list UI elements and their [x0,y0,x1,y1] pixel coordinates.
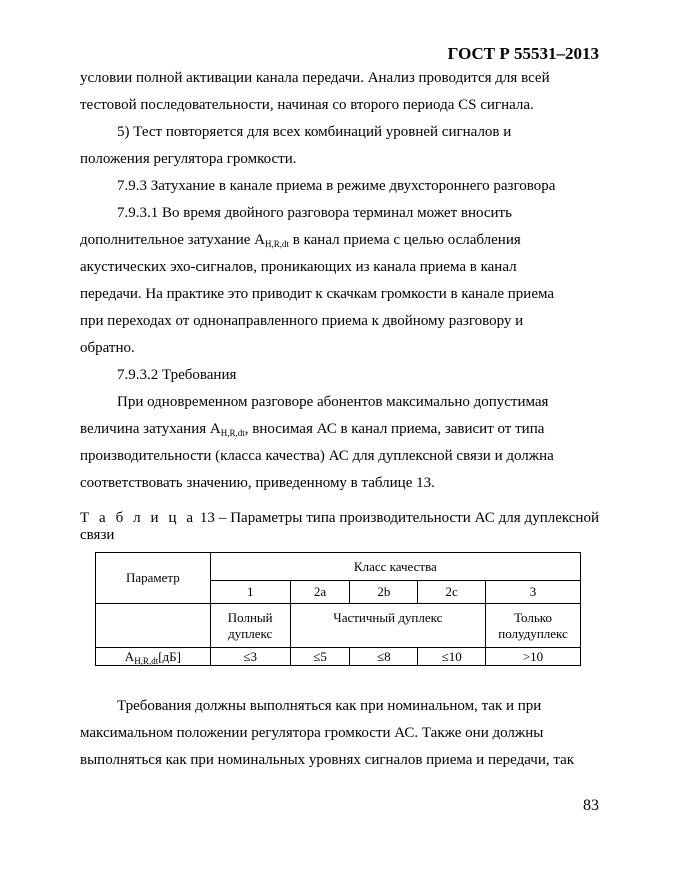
cell-line: Только [514,609,552,625]
class-cell: 1 [210,581,290,604]
param-unit: [дБ] [158,648,181,664]
text-line: выполняться как при номинальных уровнях сигналов приема и передачи, так [80,752,575,768]
document-header: ГОСТ Р 55531–2013 [447,44,599,63]
text-line: соответствовать значению, приведенному в таблице 13. [80,475,435,491]
subscript: H,R,dt [220,428,245,438]
class-cell: 2c [418,581,486,604]
text-line: положения регулятора громкости. [80,151,297,167]
value-cell: ≤10 [418,648,486,666]
text-top [80,65,599,497]
empty-cell [96,604,211,648]
caption-label: Т а б л и ц а [80,510,197,526]
text-line: условии полной активации канала передачи. Анализ проводится для всей [80,70,550,86]
text-fragment: , вносимая АС в канал приема, зависит от типа [244,421,545,437]
text-line: передачи. На практике это приводит к скачкам громкости в канале приема [80,286,555,302]
cell-line: дуплекс [228,625,273,641]
value-cell: ≤5 [290,648,350,666]
text-line [80,227,599,254]
value-cell: >10 [486,648,581,666]
text-line [80,416,599,443]
text-line: при переходах от однонаправленного приема к двойному разговору и [80,313,524,329]
text-line: тестовой последовательности, начиная со второго периода CS сигнала. [80,97,534,113]
text-fragment: величина затухания A [80,421,221,437]
value-cell: ≤3 [210,648,290,666]
text-line: обратно. [80,340,135,356]
text-line: 7.9.3.1 Во время двойного разговора терминал может вносить [117,205,512,221]
text-line: акустических эхо-сигналов, проникающих из канала приема в канал [80,259,517,275]
cell-line: Полный [227,609,273,625]
duplex-full-cell [210,604,290,648]
class-cell: 2a [290,581,350,604]
param-symbol: A [124,648,135,664]
cell-line: полудуплекс [498,625,568,641]
text-fragment: дополнительное затухание A [80,232,265,248]
page-number: 83 [583,797,599,814]
param-cell [96,648,211,666]
section-heading-7-9-3: 7.9.3 Затухание в канале приема в режиме двухстороннего разговора [117,178,556,194]
param-subscript: H,R,dt [134,655,159,666]
section-heading-7-9-3-2: 7.9.3.2 Требования [117,367,237,383]
duplex-partial-cell: Частичный дуплекс [290,604,485,648]
table-caption [80,510,599,544]
text-line: максимальном положении регулятора громкости АС. Также они должны [80,725,544,741]
duplex-half-cell [486,604,581,648]
param-header-cell: Параметр [96,553,211,604]
table-row [96,604,581,648]
parameters-table [95,552,581,666]
text-line: 5) Тест повторяется для всех комбинаций уровней сигналов и [117,124,512,140]
caption-text: 13 – Параметры типа производительности АС для дуплексной связи [80,510,599,543]
text-bottom [80,693,599,774]
table-row [96,553,581,581]
text-line: Требования должны выполняться как при номинальном, так и при [117,698,542,714]
text-fragment: в канал приема с целью ослабления [288,232,521,248]
class-header-cell: Класс качества [210,553,580,581]
table-row [96,648,581,666]
class-cell: 2b [350,581,418,604]
value-cell: ≤8 [350,648,418,666]
text-line: производительности (класса качества) АС для дуплексной связи и должна [80,448,554,464]
subscript: H,R,dt [264,239,289,249]
class-cell: 3 [486,581,581,604]
text-line: При одновременном разговоре абонентов максимально допустимая [117,394,549,410]
